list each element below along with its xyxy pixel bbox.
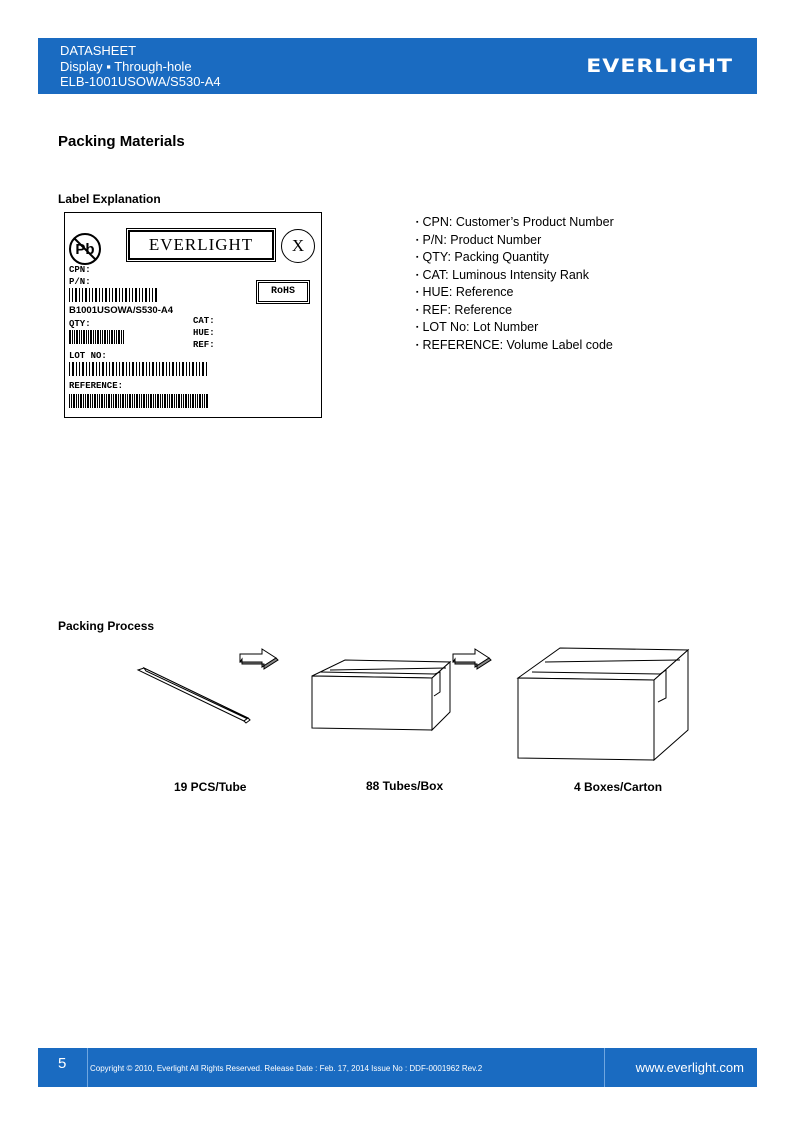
header-text <box>60 43 221 90</box>
tube-illustration <box>138 668 250 723</box>
pn-field: P/N: <box>69 277 91 287</box>
cpn-field: CPN: <box>69 265 91 275</box>
lead-free-icon <box>67 231 103 267</box>
footer-divider <box>87 1048 88 1087</box>
website-link[interactable]: www.everlight.com <box>635 1060 744 1075</box>
rohs-badge: RoHS <box>258 282 308 302</box>
arrow-icon <box>240 649 278 669</box>
page-number: 5 <box>58 1055 67 1072</box>
ref-field: REF: <box>193 340 215 350</box>
barcode-qty <box>69 330 125 344</box>
caption-carton: 4 Boxes/Carton <box>574 780 663 794</box>
reference-field: REFERENCE: <box>69 381 124 391</box>
cat-field: CAT: <box>193 316 215 326</box>
legend-item: ▪ LOT No: Lot Number <box>416 319 614 337</box>
x-mark-icon: X <box>281 229 315 263</box>
legend-item: ▪ P/N: Product Number <box>416 232 614 250</box>
copyright-text: Copyright © 2010, Everlight All Rights Reserved. Release Date : Feb. 17, 2014 Issue No : DDF-0001962 Rev.2 <box>90 1064 483 1073</box>
page-header <box>38 38 757 94</box>
label-sample <box>64 212 322 418</box>
part-number: ELB-1001USOWA/S530-A4 <box>60 74 221 89</box>
section-title: Packing Materials <box>58 133 185 150</box>
label-part-number: B1001USOWA/S530-A4 <box>69 305 174 316</box>
footer-divider <box>604 1048 605 1087</box>
qty-field: QTY: <box>69 319 91 329</box>
packing-process-diagram <box>120 640 700 770</box>
everlight-logo: EVERLIGHT <box>586 55 733 78</box>
barcode-reference <box>69 394 209 408</box>
lot-no-field: LOT NO: <box>69 351 107 361</box>
page-footer <box>38 1048 757 1087</box>
legend-item: ▪ CPN: Customer’s Product Number <box>416 214 614 232</box>
label-brand: EVERLIGHT <box>128 230 274 260</box>
carton-illustration <box>518 648 688 760</box>
arrow-icon <box>453 649 491 669</box>
barcode-lot <box>69 362 209 376</box>
legend-item: ▪ CAT: Luminous Intensity Rank <box>416 267 614 285</box>
box-illustration <box>312 660 450 730</box>
product-category: Display ▪ Through-hole <box>60 58 192 74</box>
barcode-pn <box>69 288 159 302</box>
legend-item: ▪ QTY: Packing Quantity <box>416 249 614 267</box>
caption-tube: 19 PCS/Tube <box>174 780 247 794</box>
caption-box: 88 Tubes/Box <box>366 779 444 793</box>
hue-field: HUE: <box>193 328 215 338</box>
packing-process-heading: Packing Process <box>58 619 155 633</box>
label-explanation-heading: Label Explanation <box>58 192 161 206</box>
legend-item: ▪ REFERENCE: Volume Label code <box>416 337 614 355</box>
label-legend-list <box>416 214 614 354</box>
doc-type: DATASHEET <box>60 43 137 58</box>
pb-text: Pb <box>75 241 95 258</box>
legend-item: ▪ HUE: Reference <box>416 284 614 302</box>
legend-item: ▪ REF: Reference <box>416 302 614 320</box>
